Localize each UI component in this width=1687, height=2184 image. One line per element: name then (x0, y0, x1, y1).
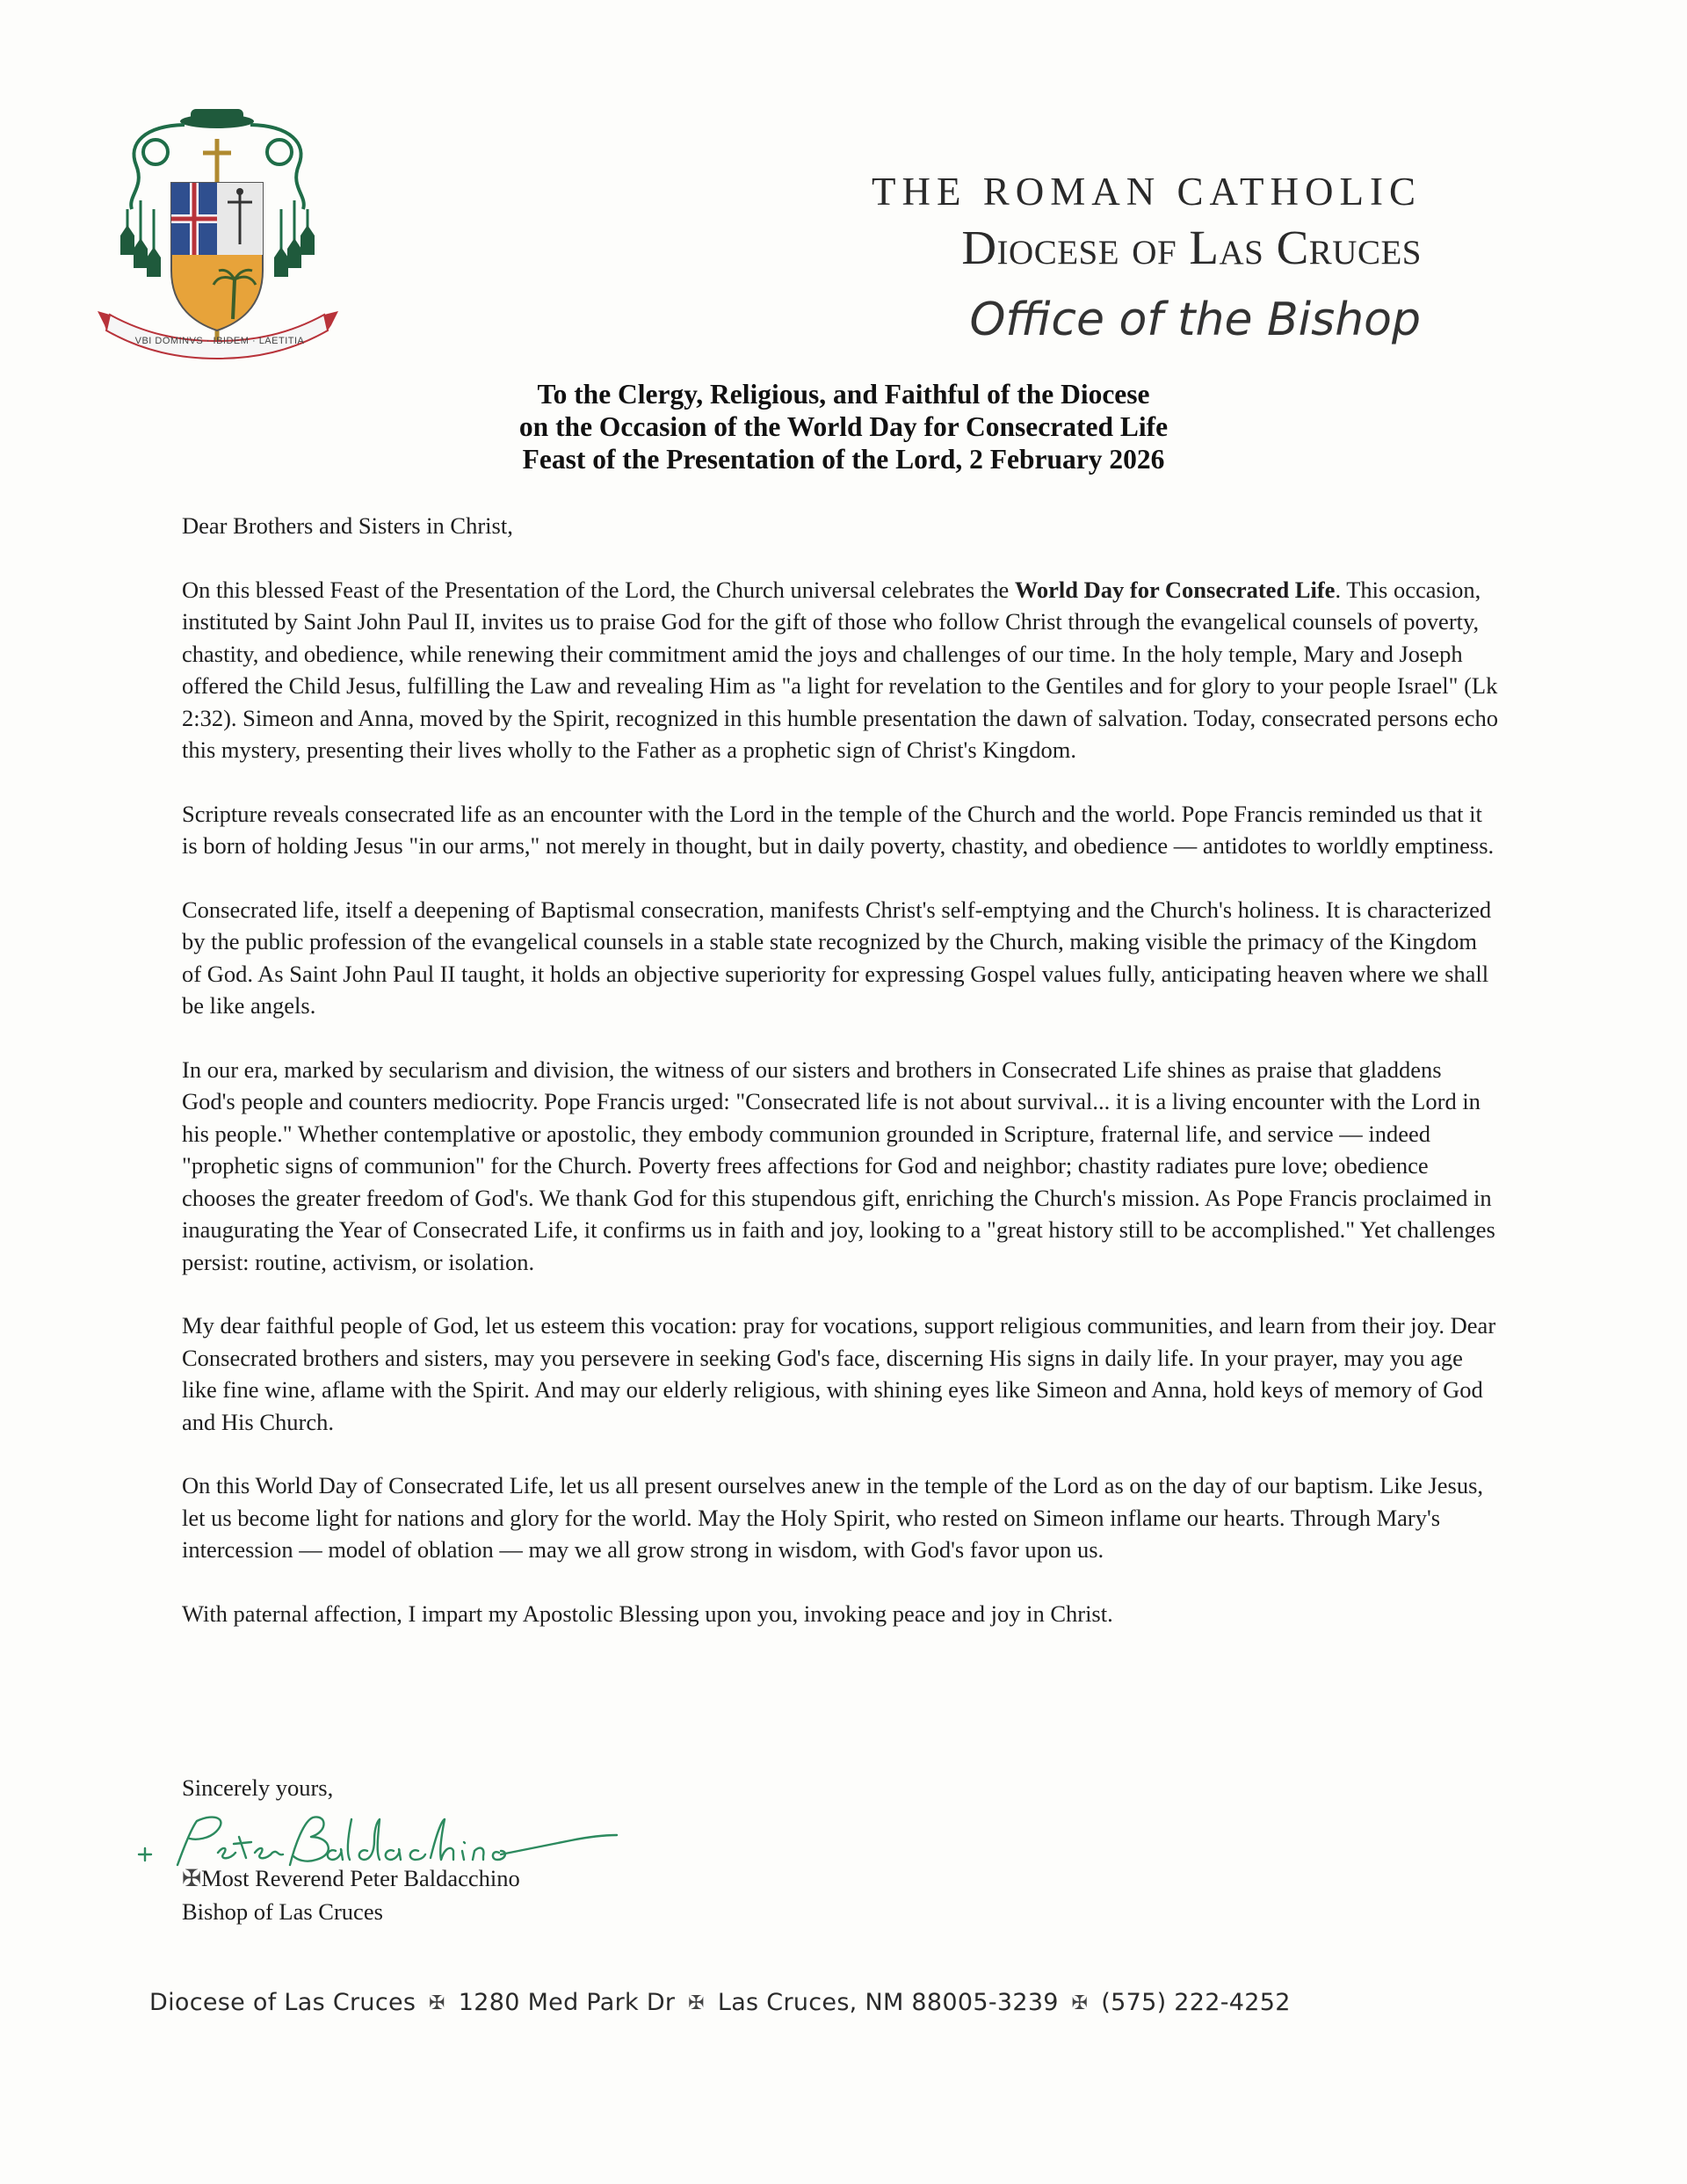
letterhead-diocese: Diocese of Las Cruces (961, 221, 1422, 274)
signer-name-line (182, 1861, 520, 1895)
footer-cross-icon: ✠ (429, 1992, 445, 2014)
footer-org: Diocese of Las Cruces (149, 1989, 416, 2016)
footer-cross-icon: ✠ (688, 1992, 705, 2014)
footer-cross-icon: ✠ (1071, 1992, 1089, 2014)
footer-street: 1280 Med Park Dr (458, 1989, 676, 2016)
signer-name: Most Reverend Peter Baldacchino (201, 1865, 520, 1891)
paragraph-1-text-a: On this blessed Feast of the Presentation of the Lord, the Church universal celebrates the (182, 576, 1015, 603)
letterhead-line-1: THE ROMAN CATHOLIC (872, 170, 1422, 214)
paragraph-6: On this World Day of Consecrated Life, let us all present ourselves anew in the temple of the Lord as on the day of our baptism. Like Jesus, let us become light for nations and glory for the world. May the Holy Spirit, who rested on Simeon inflame our hearts. Through Mary's intercession — model of oblation — may we all grow strong in wisdom, with God's favor upon us. (182, 1472, 1484, 1563)
footer-city: Las Cruces, NM 88005-3239 (717, 1989, 1059, 2016)
signer-title: Bishop of Las Cruces (182, 1898, 383, 1925)
footer-address (149, 1989, 1291, 2016)
motto-text: VBI DOMINVS · IBIDEM · LAETITIA (134, 336, 305, 346)
heading-line-2: on the Occasion of the World Day for Consecrated Life (518, 411, 1169, 442)
paragraph-5: My dear faithful people of God, let us esteem this vocation: pray for vocations, support religious communities, and learn from their joy. Dear Consecrated brothers and sisters, may you persevere in seeking God's face, discerning His signs in daily life. In your prayer, may you age like fine wine, aflame with the Spirit. And may our elderly religious, with shining eyes like Simeon and Anna, hold keys of memory of God and His Church. (182, 1312, 1496, 1435)
salutation: Dear Brothers and Sisters in Christ, (182, 512, 513, 539)
bishop-cross-icon: ✠ (182, 1865, 202, 1891)
letter-body (182, 510, 1500, 1661)
footer-phone: (575) 222-4252 (1101, 1989, 1291, 2016)
paragraph-7: With paternal affection, I impart my Apostolic Blessing upon you, invoking peace and joy in Christ. (182, 1600, 1113, 1627)
paragraph-1-text-b: . This occasion, instituted by Saint John Paul II, invites us to praise God for the gift of those who follow Christ through the evangelical counsels of poverty, chastity, and obedience, while renewing their commitment amid the joys and challenges of our time. In the holy temple, Mary and Joseph offered the Child Jesus, fulfilling the Law and revealing Him as "a light for revelation to the Gentiles and for glory to your people Israel" (Lk 2:32). Simeon and Anna, moved by the Spirit, recognized in this humble presentation the dawn of salvation. Today, consecrated persons echo this mystery, presenting their lives wholly to the Father as a prophetic sign of Christ's Kingdom. (182, 576, 1498, 763)
coat-of-arms-icon (92, 104, 343, 367)
heading-line-1: To the Clergy, Religious, and Faithful of the Diocese (537, 379, 1150, 410)
paragraph-3: Consecrated life, itself a deepening of Baptismal consecration, manifests Christ's self-emptying and the Church's holiness. It is characterized by the public profession of the evangelical counsels in a stable state recognized by the Church, making visible the primacy of the Kingdom of God. As Saint John Paul II taught, it holds an objective superiority for expressing Gospel values fully, anticipating heaven where we shall be like angels. (182, 896, 1492, 1019)
paragraph-4: In our era, marked by secularism and division, the witness of our sisters and brothers in Consecrated Life shines as praise that gladdens God's people and counters mediocrity. Pope Francis urged: "Consecrated life is not about survival... it is a living encounter with the Lord in his people." Whether contemplative or apostolic, they embody communion grounded in Scripture, fraternal life, and service — indeed "prophetic signs of communion" for the Church. Poverty frees affections for God and neighbor; chastity radiates pure love; obedience chooses the greater freedom of God's. We thank God for this stupendous gift, enriching the Church's mission. As Pope Francis proclaimed in inaugurating the Year of Consecrated Life, it confirms us in faith and joy, looking to a "great history still to be accomplished." Yet challenges persist: routine, activism, or isolation. (182, 1056, 1495, 1275)
letter-heading (0, 378, 1687, 475)
paragraph-1-bold: World Day for Consecrated Life (1014, 576, 1336, 603)
heading-line-3: Feast of the Presentation of the Lord, 2 February 2026 (522, 444, 1165, 475)
paragraph-2: Scripture reveals consecrated life as an encounter with the Lord in the temple of the Church and the world. Pope Francis reminded us that it is born of holding Jesus "in our arms," not merely in thought, but in daily poverty, chastity, and obedience — antidotes to worldly emptiness. (182, 800, 1495, 859)
paragraph-1 (182, 574, 1500, 766)
letterhead-office: Office of the Bishop (969, 294, 1421, 346)
signer-block (182, 1861, 520, 1928)
closing: Sincerely yours, (182, 1774, 334, 1801)
